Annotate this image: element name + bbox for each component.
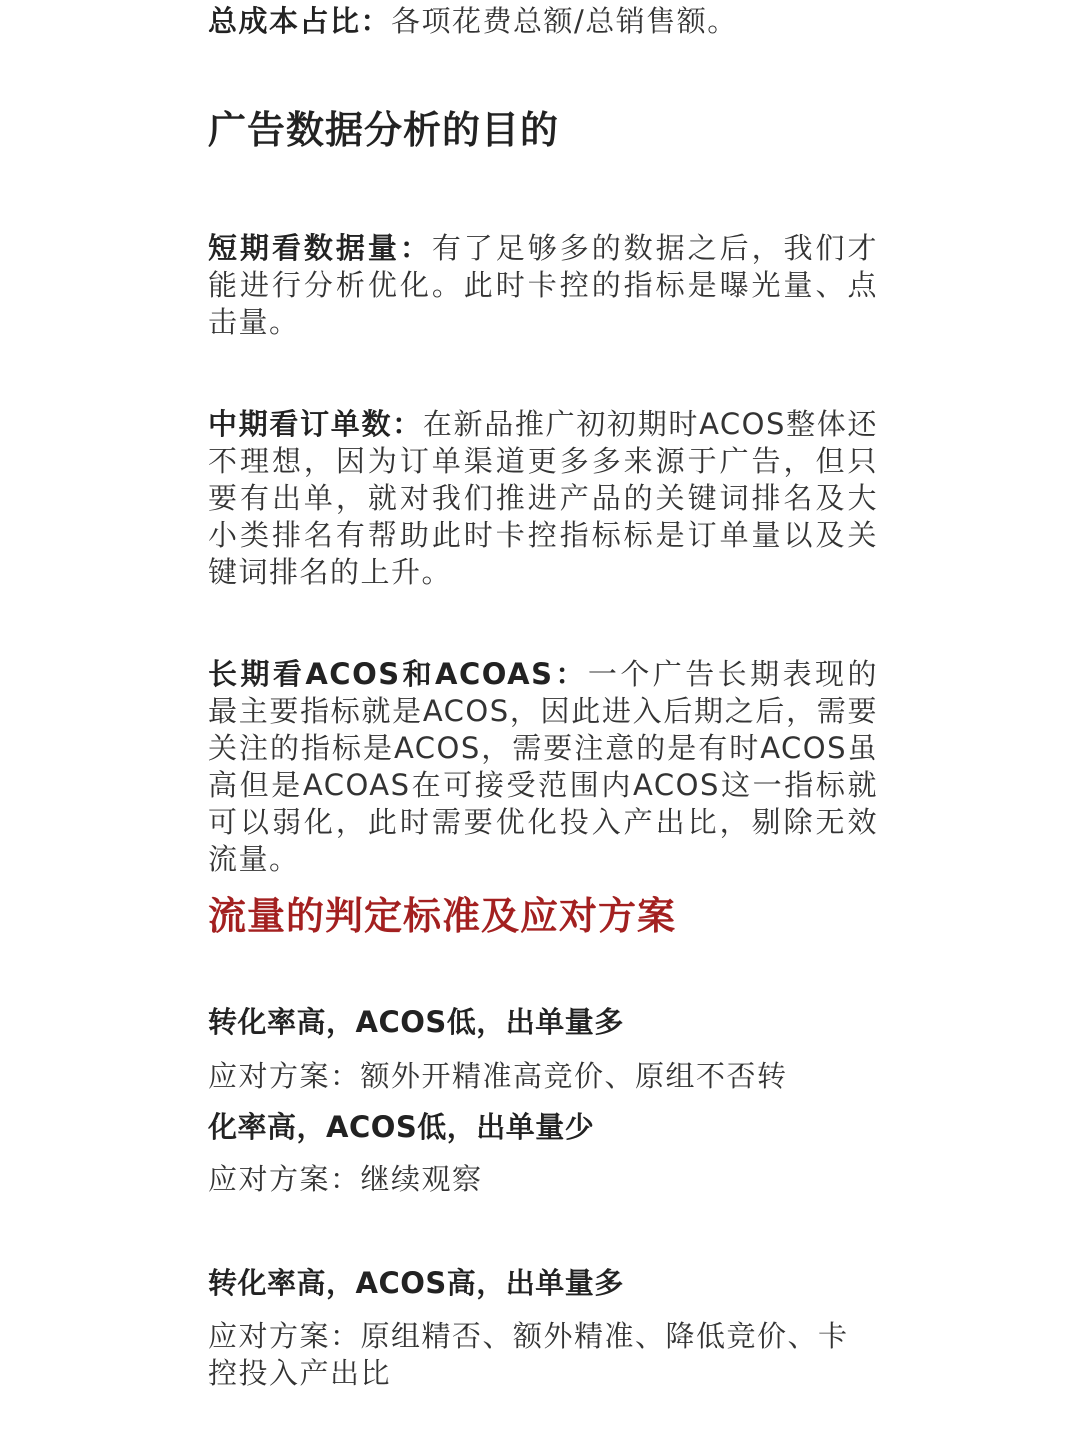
long-term-label: 长期看ACOS和ACOAS：: [208, 657, 588, 691]
long-term-paragraph: [208, 656, 878, 878]
mid-term-paragraph: [208, 406, 878, 591]
case-solution-1: 应对方案：额外开精准高竞价、原组不否转: [208, 1059, 788, 1093]
case-condition-2: 化率高，ACOS低，出单量少: [208, 1110, 595, 1144]
short-term-text: 有了足够多的数据之后，我们才能进行分析优化。此时卡控的指标是曝光量、点击量。: [208, 231, 878, 339]
case-solution-3: 应对方案：原组精否、额外精准、降低竞价、卡控投入产出比: [208, 1319, 849, 1390]
cost-ratio-label: 总成本占比：: [208, 4, 392, 38]
case-solution-2: 应对方案：继续观察: [208, 1162, 483, 1196]
ad-analysis-heading: 广告数据分析的目的: [208, 108, 560, 152]
mid-term-label: 中期看订单数：: [208, 407, 423, 441]
short-term-label: 短期看数据量：: [208, 231, 432, 265]
traffic-criteria-heading: 流量的判定标准及应对方案: [208, 894, 677, 938]
mid-term-text: 在新品推广初初期时ACOS整体还不理想，因为订单渠道更多多来源于广告，但只要有出单，就对我们推进产品的关键词排名及大小类排名有帮助此时卡控指标标是订单量以及关键词排名的上升。: [208, 407, 878, 589]
case-condition-3: 转化率高，ACOS高，出单量多: [208, 1266, 624, 1300]
case-condition-1: 转化率高，ACOS低，出单量多: [208, 1005, 624, 1039]
cost-ratio-paragraph: [208, 3, 878, 40]
cost-ratio-text: 各项花费总额/总销售额。: [391, 4, 738, 38]
long-term-text: 一个广告长期表现的最主要指标就是ACOS，因此进入后期之后，需要关注的指标是ACOS，需要注意的是有时ACOS虽高但是ACOAS在可接受范围内ACOS这一指标就可以弱化，此时需要优化投入产出比，剔除无效流量。: [208, 657, 878, 876]
short-term-paragraph: [208, 230, 878, 341]
